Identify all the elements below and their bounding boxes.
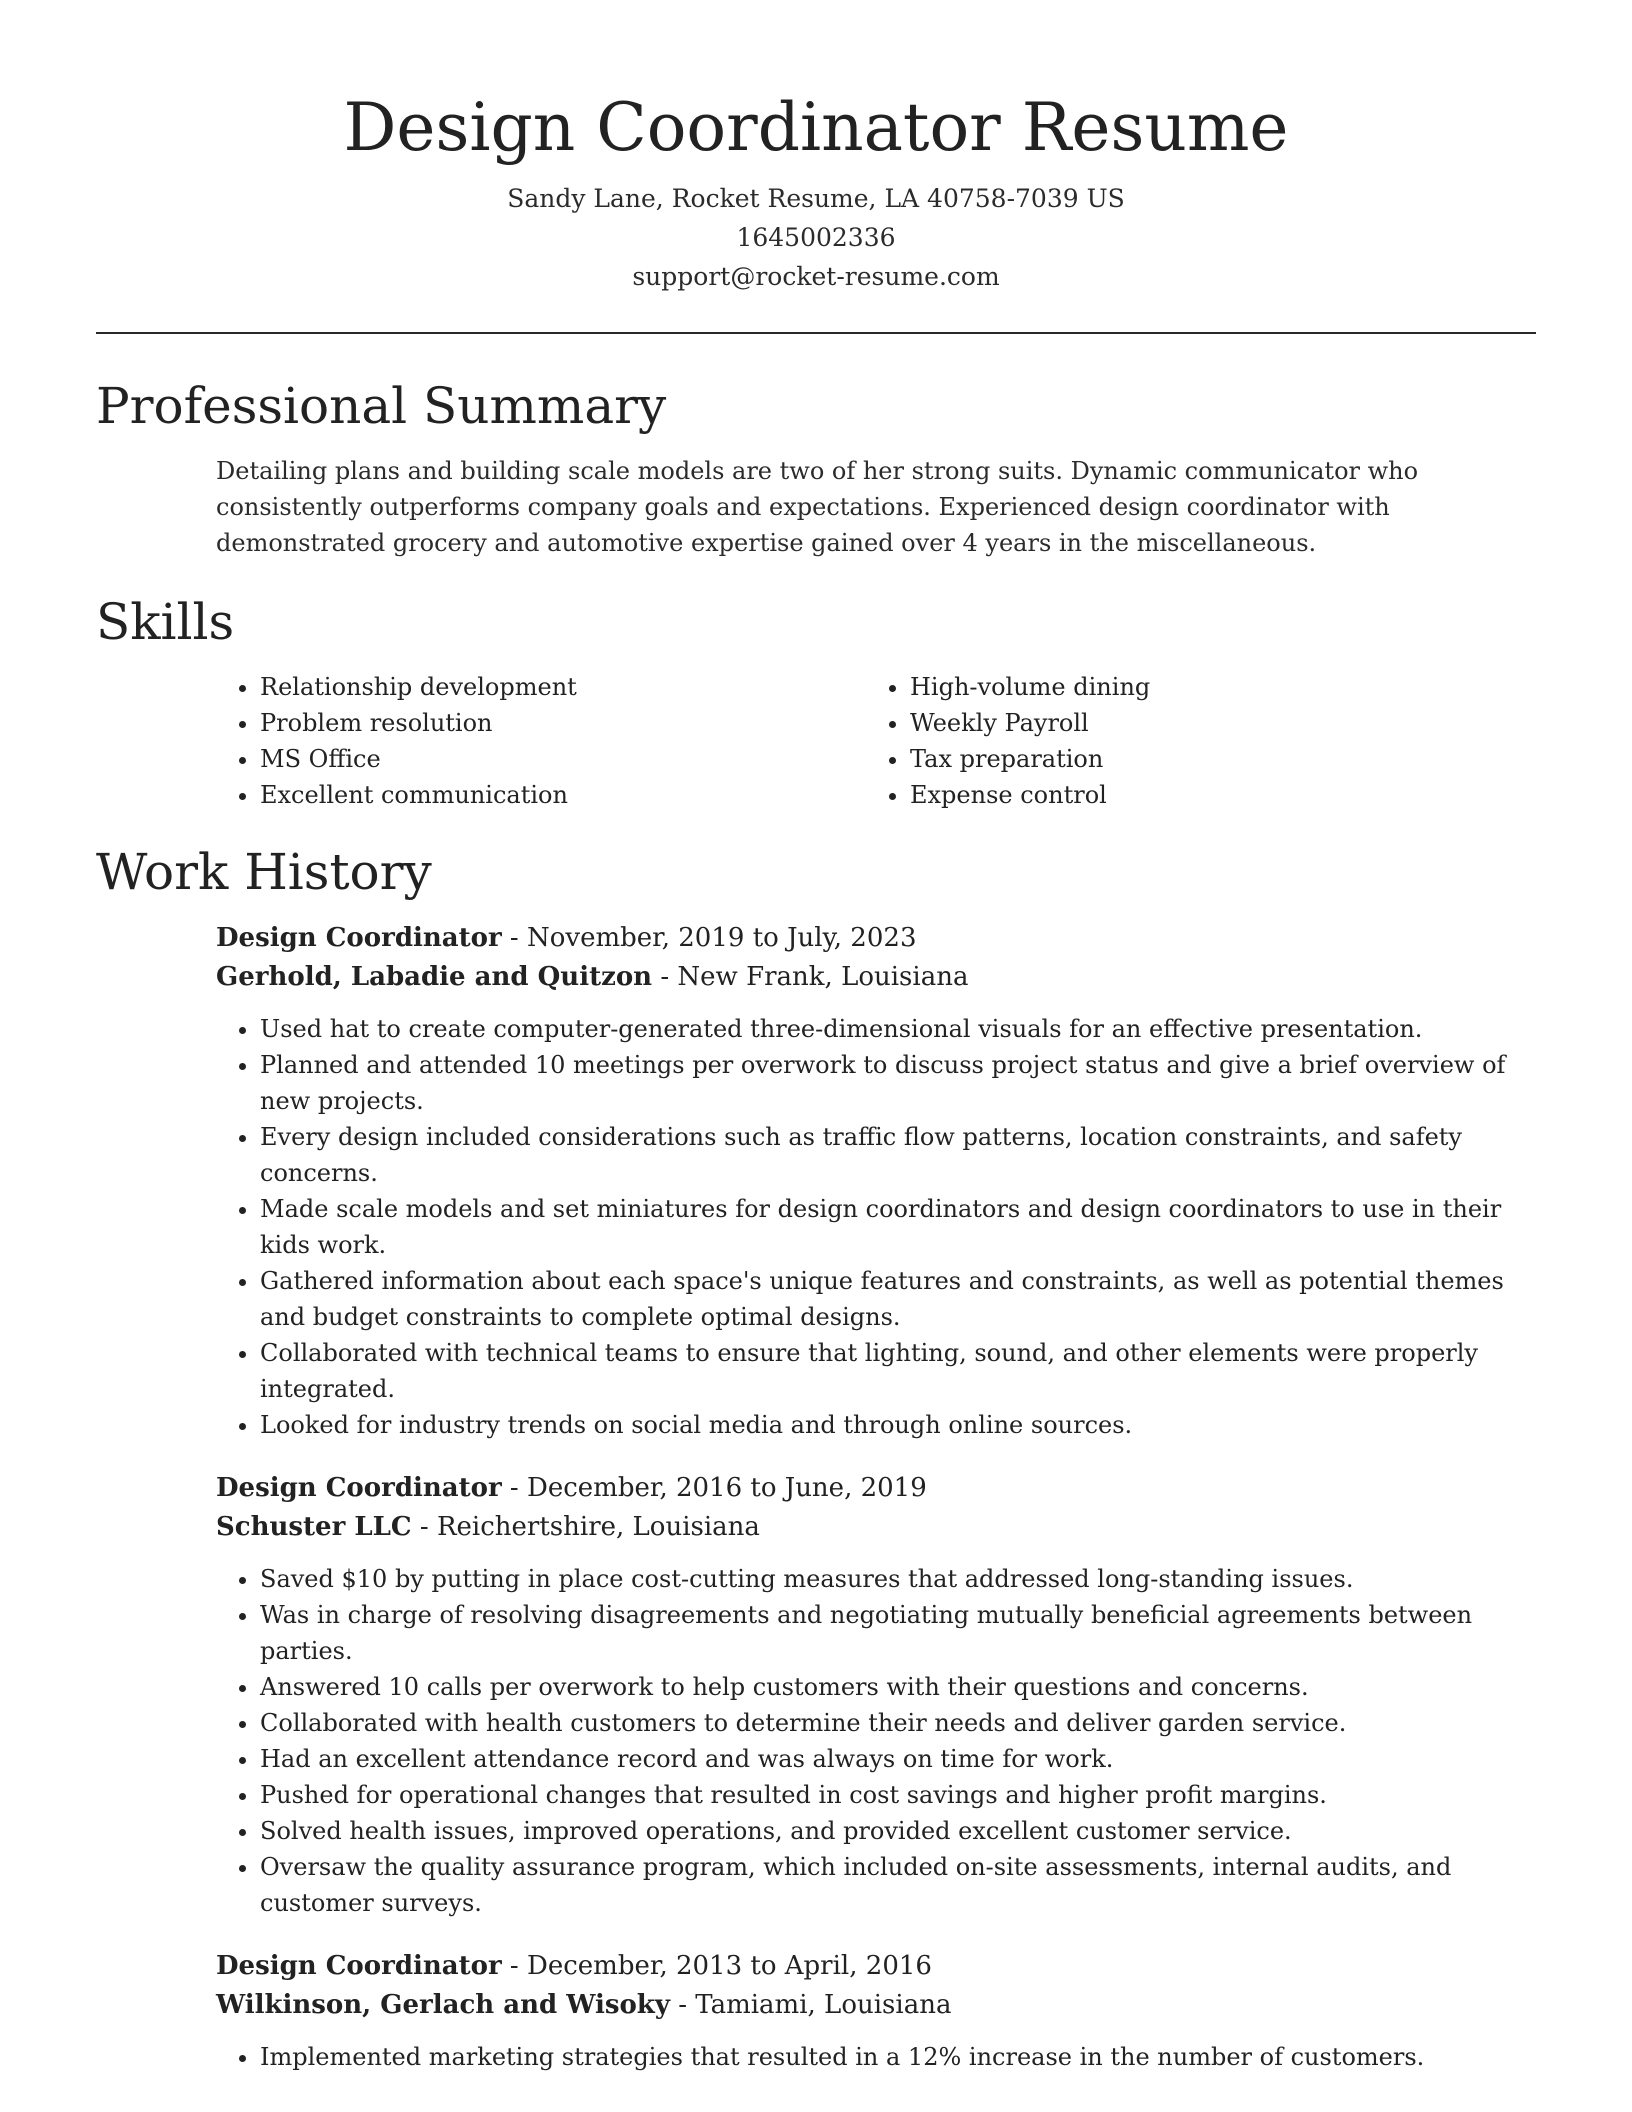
job-title-line [216,919,1536,958]
skill-item: • MS Office [260,741,866,777]
skill-item: • Weekly Payroll [910,705,1516,741]
job-bullet: • Looked for industry trends on social media and through online sources. [260,1407,1536,1443]
job-bullet: • Pushed for operational changes that resulted in cost savings and higher profit margins. [260,1777,1536,1813]
skill-item: • High-volume dining [910,669,1516,705]
company-location: Reichertshire, Louisiana [436,1512,760,1542]
job-dates: December, 2016 to June, 2019 [527,1473,927,1503]
job-bullet: • Oversaw the quality assurance program, which included on-site assessments, internal audits, and customer surveys. [260,1849,1536,1921]
work-history-heading: Work History [96,843,432,901]
job-bullets [216,2039,1536,2075]
company-location: Tamiami, Louisiana [695,1990,952,2020]
job-title-line [216,1469,1536,1508]
skill-item: • Relationship development [260,669,866,705]
skills-column-right [866,669,1516,813]
job-bullets [216,1561,1536,1921]
skills-list [216,669,1632,813]
separator: - [501,1473,527,1503]
header-divider [96,332,1536,334]
separator: - [411,1512,437,1542]
job-bullet: • Had an excellent attendance record and was always on time for work. [260,1741,1536,1777]
job-title: Design Coordinator [216,1473,502,1503]
company-name: Gerhold, Labadie and Quitzon [216,962,653,992]
job-bullet: • Gathered information about each space's unique features and constraints, as well as potential themes and budget constraints to complete optimal designs. [260,1263,1536,1335]
job-bullet: • Made scale models and set miniatures for design coordinators and design coordinators to use in their kids work. [260,1191,1536,1263]
skill-item: • Expense control [910,777,1516,813]
company-line [216,958,1536,997]
summary-heading: Professional Summary [96,377,667,435]
skill-item: • Problem resolution [260,705,866,741]
contact-email: support@rocket-resume.com [632,262,1000,291]
company-location: New Frank, Louisiana [677,962,969,992]
job-bullets [216,1011,1536,1443]
company-name: Wilkinson, Gerlach and Wisoky [216,1990,670,2020]
contact-address: Sandy Lane, Rocket Resume, LA 40758-7039 US [507,184,1125,213]
job-title-line [216,1947,1536,1986]
job-bullet: • Collaborated with health customers to determine their needs and deliver garden service. [260,1705,1536,1741]
separator: - [501,1951,527,1981]
job-bullet: • Collaborated with technical teams to ensure that lighting, sound, and other elements were properly integrated. [260,1335,1536,1407]
contact-block [0,179,1632,296]
job-dates: December, 2013 to April, 2016 [527,1951,932,1981]
company-line [216,1986,1536,2025]
separator: - [652,962,678,992]
skill-item: • Excellent communication [260,777,866,813]
job-bullet: • Saved $10 by putting in place cost-cutting measures that addressed long-standing issues. [260,1561,1536,1597]
document-title: Design Coordinator Resume [343,89,1289,166]
job-title: Design Coordinator [216,1951,502,1981]
separator: - [501,923,527,953]
job-bullet: • Answered 10 calls per overwork to help customers with their questions and concerns. [260,1669,1536,1705]
job-bullet: • Every design included considerations such as traffic flow patterns, location constraints, and safety concerns. [260,1119,1536,1191]
resume-header [0,0,1632,296]
job-bullet: • Planned and attended 10 meetings per overwork to discuss project status and give a brief overview of new projects. [260,1047,1536,1119]
separator: - [669,1990,696,2020]
skills-column-left [216,669,866,813]
skill-item: • Tax preparation [910,741,1516,777]
job-entry [216,1947,1536,2075]
job-bullet: • Implemented marketing strategies that resulted in a 12% increase in the number of customers. [260,2039,1536,2075]
job-dates: November, 2019 to July, 2023 [527,923,917,953]
contact-phone: 1645002336 [736,223,896,252]
company-line [216,1508,1536,1547]
company-name: Schuster LLC [216,1512,412,1542]
job-bullet: • Solved health issues, improved operations, and provided excellent customer service. [260,1813,1536,1849]
summary-text: Detailing plans and building scale models are two of her strong suits. Dynamic communicator who consistently outperforms company goals and expectations. Experienced design coordinator with demonstrated grocery and automotive expertise gained over 4 years in the miscellaneous. [216,457,1419,557]
job-title: Design Coordinator [216,923,502,953]
job-entry [216,1469,1536,1921]
job-bullet: • Used hat to create computer-generated three-dimensional visuals for an effective presentation. [260,1011,1536,1047]
job-entry [216,919,1536,1443]
job-bullet: • Was in charge of resolving disagreements and negotiating mutually beneficial agreements between parties. [260,1597,1536,1669]
skills-heading: Skills [96,593,235,651]
